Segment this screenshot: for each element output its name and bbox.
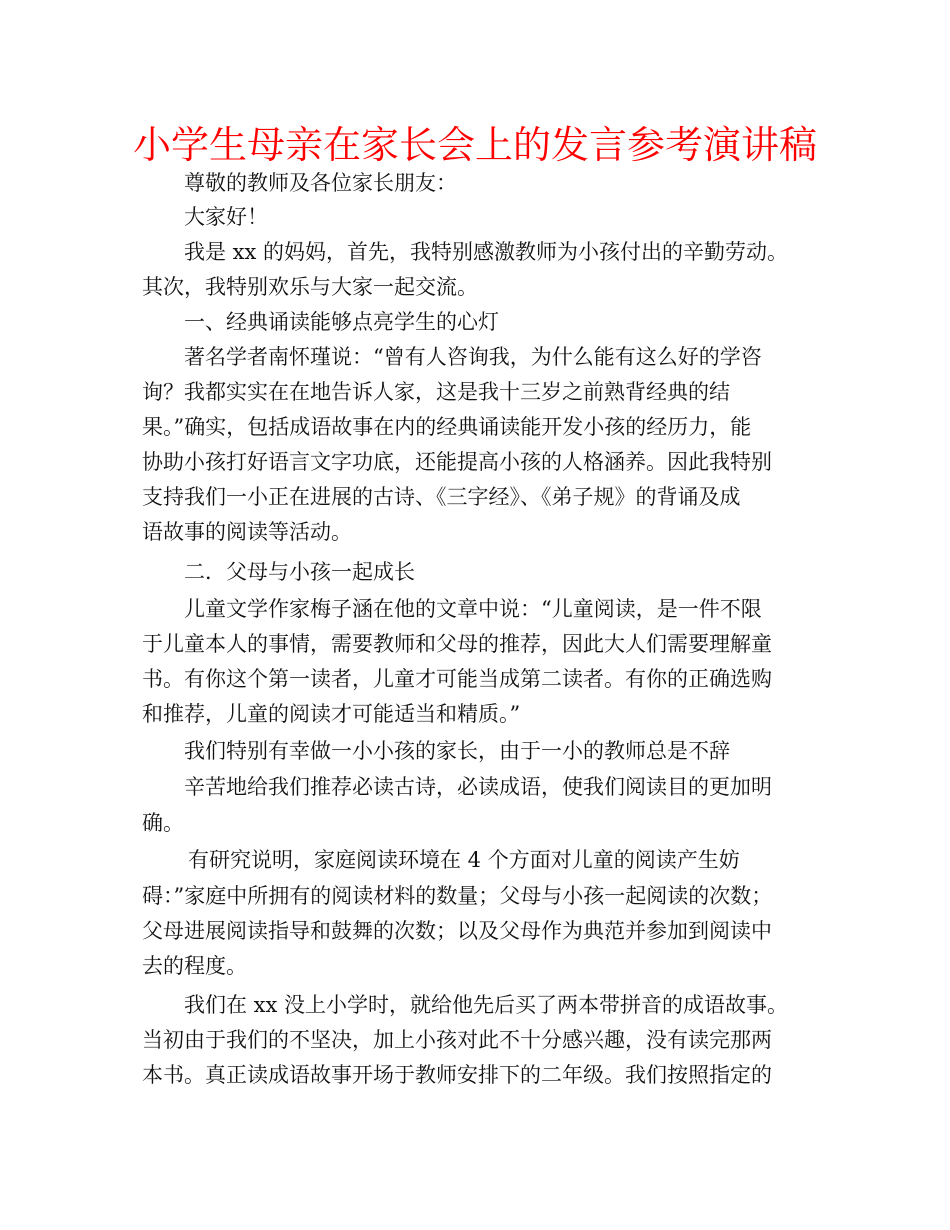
paragraph-line: 本书。真正读成语故事开场于教师安排下的二年级。我们按照指定的 <box>142 1063 772 1087</box>
document-title: 小学生母亲在家长会上的发言参考演讲稿 <box>132 123 817 167</box>
paragraph-line: 我们特别有幸做一小小孩的家长，由于一小的教师总是不辞 <box>184 739 730 763</box>
paragraph-line: 询？我都实实在在地告诉人家，这是我十三岁之前熟背经典的结 <box>142 380 730 404</box>
paragraph-line: 碍：”家庭中所拥有的阅读材料的数量；父母与小孩一起阅读的次数； <box>142 884 773 908</box>
paragraph-line: 于儿童本人的事情，需要教师和父母的推荐，因此大人们需要理解童 <box>142 632 772 656</box>
paragraph-line: 书。有你这个第一读者，儿童才可能当成第二读者。有你的正确选购 <box>142 667 772 691</box>
paragraph-line: 去的程度。 <box>142 954 247 978</box>
paragraph-line: 果。”确实，包括成语故事在内的经典诵读能开发小孩的经历力，能 <box>142 415 752 439</box>
paragraph-line: 我们在 xx 没上小学时，就给他先后买了两本带拼音的成语故事。 <box>184 993 789 1017</box>
paragraph-line: 语故事的阅读等活动。 <box>142 520 352 544</box>
paragraph-line: 我是 xx 的妈妈，首先，我特别感激教师为小孩付出的辛勤劳动。 <box>184 240 789 264</box>
paragraph-line: 儿童文学作家梅子涵在他的文章中说：“儿童阅读，是一件不限 <box>184 597 762 621</box>
section-heading-1: 一、经典诵读能够点亮学生的心灯 <box>184 310 499 334</box>
paragraph-line: 当初由于我们的不坚决，加上小孩对此不十分感兴趣，没有读完那两 <box>142 1028 772 1052</box>
paragraph-line: 和推荐，儿童的阅读才可能适当和精质。” <box>142 702 521 726</box>
paragraph-line: 确。 <box>142 811 184 835</box>
paragraph-line: 父母进展阅读指导和鼓舞的次数；以及父母作为典范并参加到阅读中 <box>142 919 772 943</box>
paragraph-line: 协助小孩打好语言文字功底，还能提高小孩的人格涵养。因此我特别 <box>142 450 772 474</box>
salutation: 尊敬的教师及各位家长朋友： <box>184 171 457 195</box>
section-heading-2: 二．父母与小孩一起成长 <box>184 560 415 584</box>
paragraph-line: 支持我们一小正在进展的古诗、《三字经》、《弟子规》的背诵及成 <box>142 485 741 509</box>
paragraph-line: 其次，我特别欢乐与大家一起交流。 <box>142 275 478 299</box>
greeting: 大家好！ <box>184 205 268 229</box>
paragraph-line: 有研究说明，家庭阅读环境在 4 个方面对儿童的阅读产生妨 <box>188 848 740 872</box>
paragraph-line: 辛苦地给我们推荐必读古诗，必读成语，使我们阅读目的更加明 <box>184 775 772 799</box>
paragraph-line: 著名学者南怀瑾说：“曾有人咨询我，为什么能有这么好的学咨 <box>184 345 762 369</box>
